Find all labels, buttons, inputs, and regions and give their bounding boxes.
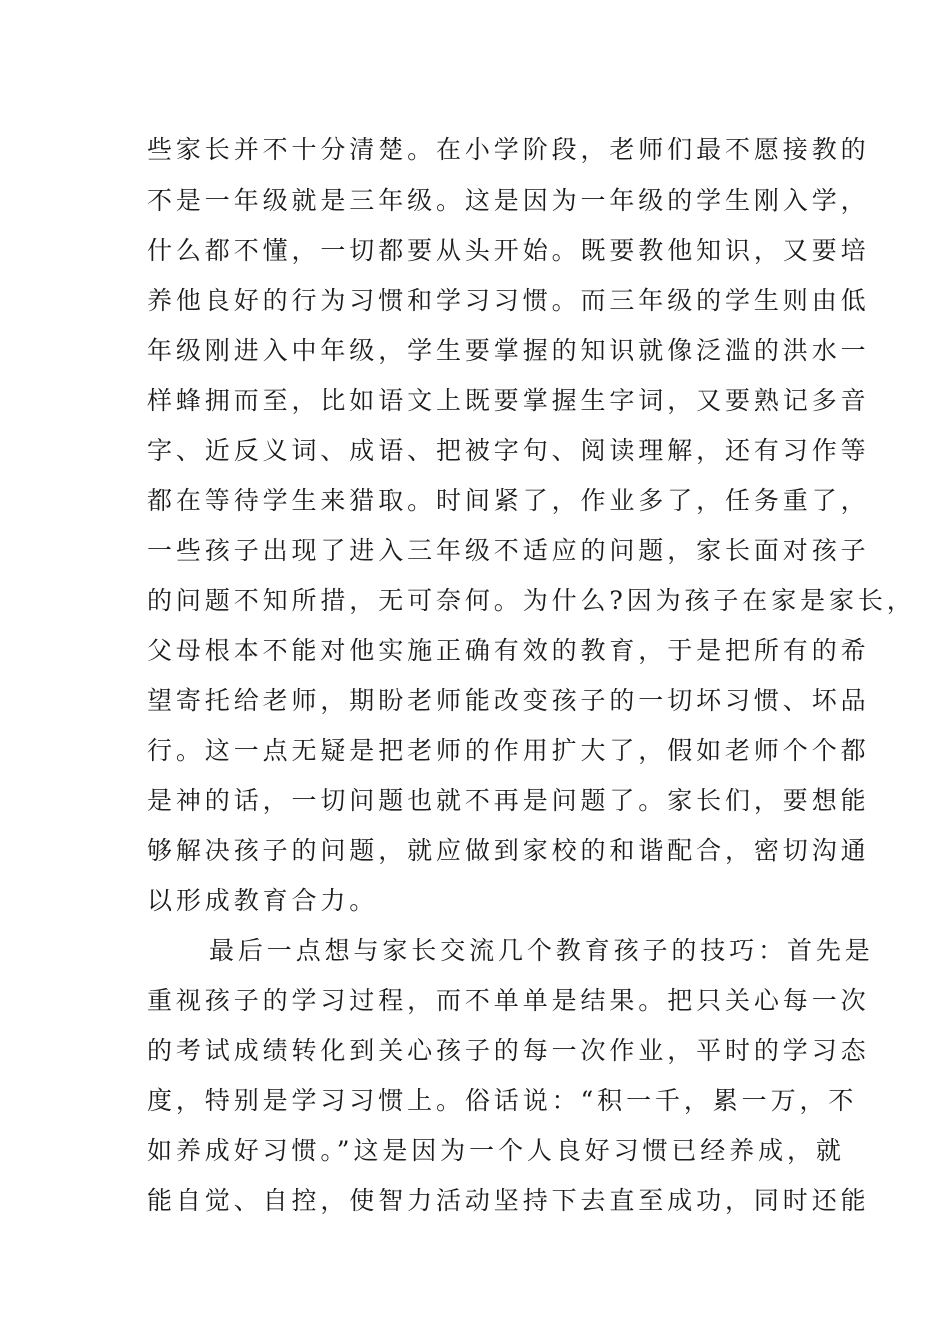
text-line: 度，特别是学习习惯上。俗话说：“积一千，累一万，不	[147, 1086, 858, 1115]
text-line: 如养成好习惯。”这是因为一个人良好习惯已经养成，就	[147, 1136, 845, 1165]
text-line: 都在等待学生来猎取。时间紧了，作业多了，任务重了，	[147, 486, 870, 515]
text-line: 重视孩子的学习过程，而不单单是结果。把只关心每一次	[147, 986, 870, 1015]
text-line: 以形成教育合力。	[147, 886, 379, 915]
text-line: 不是一年级就是三年级。这是因为一年级的学生刚入学，	[147, 186, 870, 215]
text-line: 些家长并不十分清楚。在小学阶段，老师们最不愿接教的	[147, 135, 870, 164]
paragraph-first-line: 最后一点想与家长交流几个教育孩子的技巧：首先是	[209, 936, 874, 965]
text-line: 养他良好的行为习惯和学习习惯。而三年级的学生则由低	[147, 286, 870, 315]
text-line: 能自觉、自控，使智力活动坚持下去直至成功，同时还能	[147, 1186, 870, 1215]
text-line: 够解决孩子的问题，就应做到家校的和谐配合，密切沟通	[147, 836, 870, 865]
text-line: 样蜂拥而至，比如语文上既要掌握生字词，又要熟记多音	[147, 386, 870, 415]
text-line: 的问题不知所措，无可奈何。为什么?因为孩子在家是家长，	[147, 586, 916, 615]
text-line: 行。这一点无疑是把老师的作用扩大了，假如老师个个都	[147, 736, 870, 765]
text-line: 的考试成绩转化到关心孩子的每一次作业，平时的学习态	[147, 1036, 870, 1065]
text-line: 什么都不懂，一切都要从头开始。既要教他知识，又要培	[147, 236, 870, 265]
text-line: 望寄托给老师，期盼老师能改变孩子的一切坏习惯、坏品	[147, 686, 870, 715]
text-line: 一些孩子出现了进入三年级不适应的问题，家长面对孩子	[147, 536, 870, 565]
text-line: 字、近反义词、成语、把被字句、阅读理解，还有习作等	[147, 436, 870, 465]
text-line: 父母根本不能对他实施正确有效的教育，于是把所有的希	[147, 636, 870, 665]
text-line: 年级刚进入中年级，学生要掌握的知识就像泛滥的洪水一	[147, 336, 870, 365]
text-line: 是神的话，一切问题也就不再是问题了。家长们，要想能	[147, 786, 870, 815]
